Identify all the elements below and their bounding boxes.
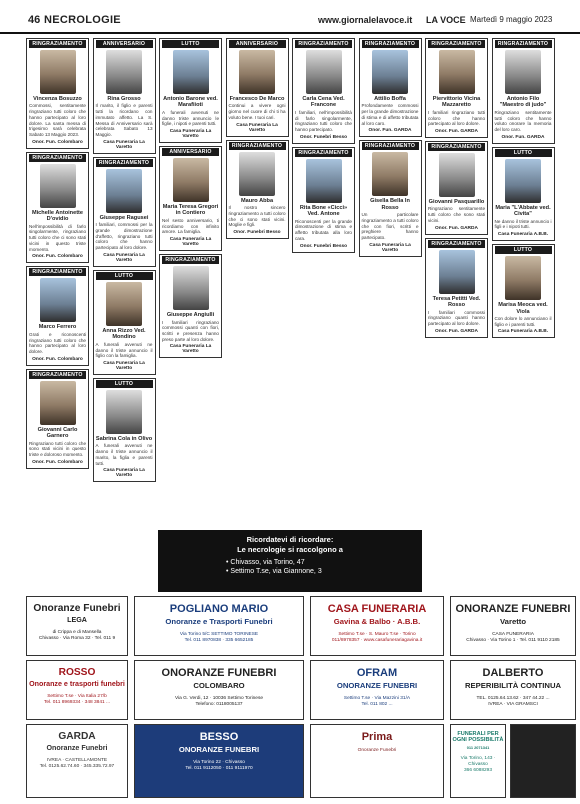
obituary-notice	[425, 141, 488, 235]
ad-phone: Tel. 011 9112050 · 011 9111970	[185, 765, 253, 771]
ad-title: DALBERTO	[482, 667, 544, 679]
ad-phone: Chivasso · Via Roma 32 · Tel. 011 9	[38, 636, 116, 642]
funeral-agency: Casa Funeraria La Varetto	[236, 122, 278, 133]
notice-type: RINGRAZIAMENTO	[29, 40, 86, 48]
ad-address: CASA FUNERARIA	[492, 631, 534, 637]
portrait-photo	[372, 152, 408, 196]
funeral-agency: Onor. Fun. GARDA	[368, 128, 412, 134]
ad-title: Onoranze Funebri	[33, 603, 121, 614]
portrait-photo	[40, 164, 76, 208]
obituary-notice	[93, 38, 156, 154]
funeral-home-ad[interactable]	[450, 660, 576, 720]
ad-tile	[510, 724, 576, 798]
obituary-column	[425, 38, 488, 526]
notice-type: RINGRAZIAMENTO	[29, 371, 86, 379]
deceased-name: Giovanni Carlo Garnero	[37, 426, 78, 440]
notice-text: Profondamente commossi per la grande dimostrazione di stima e di affetto tributata al loro caro.	[361, 103, 419, 126]
notice-text: Ringraziano sentitamente tutti coloro che sono stati vicini.	[428, 206, 485, 223]
funeral-agency: Casa Funeraria La Varetto	[169, 129, 212, 140]
portrait-photo	[40, 50, 76, 94]
portrait-photo	[173, 266, 209, 310]
notice-line: • Settimo T.se, via Giannone, 3	[226, 568, 322, 576]
notice-text: I familiari ringraziano commossi quanti con fiori, scritti e presenza hanno preso parte al loro dolore.	[162, 319, 219, 342]
funeral-agency: Onor. Fun. GARDA	[435, 225, 478, 231]
funeral-agency: Casa Funeraria La Varetto	[103, 139, 145, 150]
ad-title: OFRAM	[356, 667, 398, 679]
ad-subtitle: Gavina & Balbo · A.B.B.	[333, 617, 421, 627]
ad-subtitle: Onoranze e trasporti funebri	[29, 680, 125, 689]
deceased-name: Maria Teresa Gregori in Contiero	[162, 204, 219, 217]
notice-text: Grati e riconoscenti ringraziano tutti coloro che hanno partecipato al loro dolore.	[29, 331, 86, 354]
deceased-name: Mauro Abba	[240, 197, 274, 204]
ad-address: Via Torino, 143 · Chivasso	[460, 755, 496, 767]
notice-text: Con dolore lo annunciano il figlio e i parenti tutti.	[494, 315, 552, 327]
deceased-name: Attilio Boffa	[374, 96, 406, 102]
deceased-name: Francesco De Marco	[229, 96, 285, 102]
obituary-notice	[292, 38, 355, 144]
deceased-name: Anna Rizzo Ved. Mondino	[102, 327, 146, 341]
funeral-agency: Onor. Funebri Besso	[233, 229, 281, 235]
portrait-photo	[505, 50, 541, 94]
funeral-agency: Onor. Fun. Colombaro	[32, 139, 83, 145]
ad-title: ONORANZE FUNEBRI	[161, 667, 277, 679]
obituary-column	[93, 38, 156, 526]
funeral-agency: Casa Funeraria La Varetto	[169, 344, 212, 355]
ad-title: GARDA	[58, 731, 96, 742]
obituary-column	[226, 38, 289, 526]
obituary-column	[26, 38, 89, 526]
obituary-column	[492, 38, 555, 526]
deceased-name: Michelle Antoinette D'ovidio	[31, 209, 84, 223]
notice-text: Ringraziano sentitamente tutti coloro che hanno voluto onorare la memoria del loro caro.	[494, 109, 552, 133]
obituary-notice	[26, 369, 89, 469]
ad-address: IVREA · CASTELLAMONTE	[46, 758, 108, 764]
newspaper-name: LA VOCE	[426, 15, 466, 25]
funeral-home-ad[interactable]	[310, 596, 444, 656]
deceased-name: Piervittorio Vicina Mazzaretto	[432, 96, 481, 109]
funeral-agency: Onor. Funebri Besso	[299, 134, 348, 140]
ad-title: POGLIANO MARIO	[169, 603, 269, 615]
deceased-name: Antonio Filo "Maestro di judo"	[499, 96, 547, 109]
ad-address: Settimo T.se · Via Italia 27/b	[47, 694, 107, 700]
ad-title: ROSSO	[58, 667, 96, 678]
funeral-agency: Onor. Fun. Colombaro	[32, 356, 83, 362]
notice-text: I familiari, nell'impossibilità di farlo singolarmente, ringraziano tutti coloro che hanno partecipato.	[295, 109, 352, 133]
notice-type: RINGRAZIAMENTO	[362, 142, 419, 150]
ad-subtitle: Onoranze e Trasporti Funebri	[165, 617, 273, 627]
notice-type: RINGRAZIAMENTO	[362, 40, 419, 48]
portrait-photo	[106, 282, 142, 326]
ad-subtitle: LEGA	[67, 616, 87, 625]
notice-text: Ringraziano tutti coloro che sono stati vicini in questo triste e doloroso momento.	[29, 440, 86, 458]
page-header	[0, 0, 580, 34]
ad-subtitle: ONORANZE FUNEBRI	[336, 681, 418, 691]
obituary-column	[292, 38, 355, 526]
notice-type: RINGRAZIAMENTO	[295, 149, 352, 157]
obituary-column	[359, 38, 422, 526]
ad-phone: Tel. 011 802 ...	[361, 701, 393, 707]
obituary-notice	[93, 270, 156, 375]
obituary-notice	[159, 146, 222, 251]
ad-phone: Tel. 0125.62.74.60 · 345.335.72.97	[39, 764, 115, 770]
funeral-agency: Onor. Fun. GARDA	[435, 328, 478, 334]
obituary-notice	[93, 157, 156, 267]
funeral-home-ad[interactable]	[26, 660, 128, 720]
portrait-photo	[106, 50, 142, 94]
notice-text: I familiari commossi ringraziano quanti hanno partecipato al loro dolore.	[428, 309, 485, 326]
funeral-agency: Casa Funeraria A.B.B.	[497, 232, 549, 238]
notice-type: RINGRAZIAMENTO	[428, 143, 485, 151]
ad-address: TEL. 0125.64.13.62 · 347 44.22 ...	[476, 695, 550, 701]
deceased-name: Vincenza Bosuzzo	[33, 96, 82, 102]
notice-type: ANNIVERSARIO	[162, 148, 219, 156]
notice-text: I familiari ringraziano tutti coloro che hanno partecipato al loro dolore.	[428, 109, 485, 127]
funeral-agency: Casa Funeraria La Varetto	[369, 242, 411, 253]
deceased-name: Antonio Barone ved. Marafiioti	[163, 96, 218, 109]
site-url[interactable]: www.giornalelavoce.it	[318, 15, 413, 25]
ad-title: ONORANZE FUNEBRI	[455, 603, 571, 615]
obituary-column	[159, 38, 222, 526]
portrait-photo	[439, 250, 475, 294]
ad-address: di Crippa e di Mansella	[52, 630, 102, 636]
obituary-notice	[26, 266, 89, 365]
deceased-name: Rita Bone «Cicci» Ved. Antone	[299, 204, 348, 218]
notice-type: RINGRAZIAMENTO	[295, 40, 352, 48]
funeral-home-ad[interactable]	[450, 596, 576, 656]
obituary-notice	[492, 244, 555, 338]
notice-type: RINGRAZIAMENTO	[428, 40, 485, 48]
notice-type: RINGRAZIAMENTO	[29, 268, 86, 276]
funeral-agency: Onor. Fun. Colombaro	[32, 254, 83, 260]
portrait-photo	[439, 50, 475, 94]
page-number: 46	[28, 14, 41, 26]
ad-address: Onoranze Funebri	[357, 748, 397, 754]
notice-type: RINGRAZIAMENTO	[96, 159, 153, 167]
deceased-name: Maria "L'Abbate ved. Civita"	[495, 204, 551, 218]
notice-type: LUTTO	[96, 380, 153, 388]
ad-subtitle: Onoranze Funebri	[46, 744, 108, 753]
portrait-photo	[40, 278, 76, 322]
notice-type: ANNIVERSARIO	[96, 40, 153, 48]
obituary-notice	[226, 140, 289, 239]
deceased-name: Marisa Meoca ved. Viola	[498, 302, 548, 315]
notice-type: RINGRAZIAMENTO	[428, 240, 485, 248]
obituary-notice	[425, 238, 488, 338]
deceased-name: Marco Ferrero	[38, 324, 77, 331]
ad-address: Via Torino 5/C SETTIMO TORINESE	[179, 631, 259, 637]
portrait-photo	[505, 256, 541, 300]
ad-address: Settimo T.se · S. Mauro T.se · Torino	[338, 631, 416, 637]
funeral-agency: Casa Funeraria La Varetto	[103, 252, 145, 263]
deceased-name: Giuseppe Ragusei	[99, 214, 149, 221]
ad-phone: Tel. 011 8969334 · 348 3841 ...	[43, 700, 111, 706]
funeral-home-ad[interactable]	[310, 660, 444, 720]
ad-address: Via Torino 22 · Chivasso	[193, 759, 245, 765]
funeral-agency: Onor. Fun. Colombaro	[32, 459, 83, 465]
portrait-photo	[173, 50, 209, 94]
notice-text: A funerali avvenuti ne danno triste annuncio le figlie, i nipoti e parenti tutti.	[162, 109, 219, 127]
collection-notice	[158, 530, 422, 592]
notice-subtitle: Le necrologie si raccolgono a	[237, 544, 343, 554]
obituary-notice	[492, 147, 555, 241]
notice-text: Il nostro sincero ringraziamento a tutti coloro che ci sono stati vicini. Moglie e figli.	[228, 205, 286, 228]
ad-title: FUNERALI PER OGNI POSSIBILITÀ	[452, 731, 504, 744]
deceased-name: Giovanni Pasquarillo	[428, 199, 485, 206]
notice-line: • Chivasso, via Torino, 47	[226, 558, 305, 566]
funeral-home-ad[interactable]	[134, 724, 304, 798]
funeral-home-ad[interactable]	[26, 596, 128, 656]
deceased-name: Rina Grosso	[107, 96, 141, 102]
ad-phone: IVREA · VIA GRAMSCI	[488, 701, 538, 707]
ad-phone: 011/8978357 · www.casafunerariagavina.it	[331, 637, 423, 643]
notice-type: RINGRAZIAMENTO	[495, 40, 552, 48]
funeral-home-ad[interactable]	[134, 660, 304, 720]
obituary-notice	[26, 38, 89, 149]
issue-date: Martedì 9 maggio 2023	[470, 15, 553, 24]
obituary-notice	[492, 38, 555, 144]
ad-title: Prima	[361, 731, 393, 743]
obituary-notice	[159, 254, 222, 358]
notice-text: Ne danno il triste annuncio i figli e i nipoti tutti.	[494, 218, 552, 230]
funeral-home-ad[interactable]	[450, 724, 506, 798]
portrait-photo	[306, 50, 342, 94]
notice-text: Riconoscenti per la grande dimostrazione di stima e affetto tributata alla loro cara.	[295, 218, 352, 241]
ad-title: BESSO	[199, 731, 239, 743]
obituary-notice	[26, 152, 89, 264]
obituary-notice	[292, 147, 355, 253]
funeral-ads	[26, 596, 576, 800]
obituary-notice	[93, 378, 156, 482]
funeral-home-ad[interactable]	[310, 724, 444, 798]
portrait-photo	[106, 169, 142, 213]
notice-text: I familiari, commossi per la grande dimostrazione d'affetto, ringraziano tutti coloro che hanno partecipato al loro dolore.	[95, 222, 153, 251]
funeral-agency: Onor. Funebri Besso	[299, 243, 348, 249]
funeral-home-ad[interactable]	[26, 724, 128, 798]
ad-address: Settimo T.se · Via Mazzini 31/A	[343, 695, 411, 701]
obituary-notice	[359, 140, 422, 257]
funeral-agency: Casa Funeraria La Varetto	[169, 237, 212, 248]
funeral-agency: Onor. Fun. GARDA	[501, 134, 545, 140]
notice-text: Commossi, sentitamente ringraziano tutti coloro che hanno partecipato al loro dolore. La santa messa di trigesimo sarà celebrata Sabato 13 Maggio 2023.	[29, 103, 86, 138]
ad-subtitle: COLOMBARO	[193, 681, 245, 691]
portrait-photo	[372, 50, 408, 94]
notice-type: ANNIVERSARIO	[229, 40, 286, 48]
deceased-name: Carla Cena Ved. Francone	[302, 96, 345, 109]
funeral-agency: Onor. Fun. GARDA	[435, 129, 478, 135]
ad-address: Via G. Verdi, 12 · 10036 Settimo Torinese	[174, 695, 264, 701]
obituary-notice	[159, 38, 222, 143]
notice-text: A funerali avvenuti ne danno il triste annuncio il marito, la figlia e parenti tutti.	[95, 443, 153, 466]
notice-title: Ricordatevi di ricordare:	[246, 535, 334, 544]
notice-text: Nell'impossibilità di farlo singolarmente, ringraziano tutti coloro che ci sono stati vicini in questo triste momento.	[29, 223, 86, 252]
notice-text: Un particolare ringraziamento a tutti coloro che con fiori, scritti e preghiere hanno partecipato.	[361, 212, 419, 241]
funeral-agency: Casa Funeraria La Varetto	[103, 360, 145, 371]
portrait-photo	[439, 153, 475, 197]
deceased-name: Gisella Bella In Rosso	[370, 198, 410, 211]
obituary-notice	[359, 38, 422, 137]
section-title: NECROLOGIE	[44, 14, 121, 26]
ad-subtitle: REPERIBILITÀ CONTINUA	[464, 681, 562, 691]
ad-subtitle: Varetto	[499, 617, 527, 627]
ad-subtitle: ONORANZE FUNEBRI	[178, 745, 260, 755]
notice-text: Il marito, il figlio e parenti tutti la ricordano con immutato affetto. La S. Messa di Anniversario sarà celebrata Sabato 13 Maggio.	[95, 103, 153, 138]
notice-type: LUTTO	[96, 272, 153, 280]
obituary-grid	[26, 38, 576, 526]
notice-type: RINGRAZIAMENTO	[29, 154, 86, 162]
notice-type: LUTTO	[495, 246, 552, 254]
portrait-photo	[306, 159, 342, 203]
funeral-home-ad[interactable]	[134, 596, 304, 656]
deceased-name: Sabrina Cola in Olivo	[95, 435, 153, 442]
obituary-notice	[226, 38, 289, 137]
portrait-photo	[40, 381, 76, 425]
portrait-photo	[239, 152, 275, 196]
portrait-photo	[239, 50, 275, 94]
ad-phone: 366 6088293	[463, 768, 492, 774]
notice-type: LUTTO	[162, 40, 219, 48]
ad-subtitle: 011 2071341	[466, 745, 490, 751]
notice-text: Continui a vivere ogni giorno nel cuore di chi ti ha voluto bene. I tuoi cari.	[228, 103, 286, 120]
ad-phone: Telefono: 0118005137	[195, 701, 243, 707]
ad-phone: Tel. 011 8970838 · 335 6652185	[184, 637, 254, 643]
notice-type: LUTTO	[495, 149, 552, 157]
portrait-photo	[106, 390, 142, 434]
deceased-name: Teresa Petitti Ved. Rosso	[432, 295, 481, 309]
notice-type: RINGRAZIAMENTO	[229, 142, 286, 150]
ad-title: CASA FUNERARIA	[327, 603, 427, 615]
portrait-photo	[173, 158, 209, 202]
notice-type: RINGRAZIAMENTO	[162, 256, 219, 264]
deceased-name: Giuseppe Angiulli	[166, 312, 215, 319]
ad-phone: Chivasso · Via Torino 1 · Tel. 011 9110 2185	[466, 637, 560, 643]
funeral-agency: Casa Funeraria A.B.B.	[497, 329, 549, 335]
portrait-photo	[505, 159, 541, 203]
notice-text: Nel sesto anniversario, ti ricordiamo con infinito amore. La famiglia.	[162, 217, 219, 235]
obituary-notice	[425, 38, 488, 138]
notice-text: A funerali avvenuti ne danno il triste annuncio il figlio con la famiglia.	[95, 341, 153, 359]
funeral-agency: Casa Funeraria La Varetto	[103, 468, 145, 479]
